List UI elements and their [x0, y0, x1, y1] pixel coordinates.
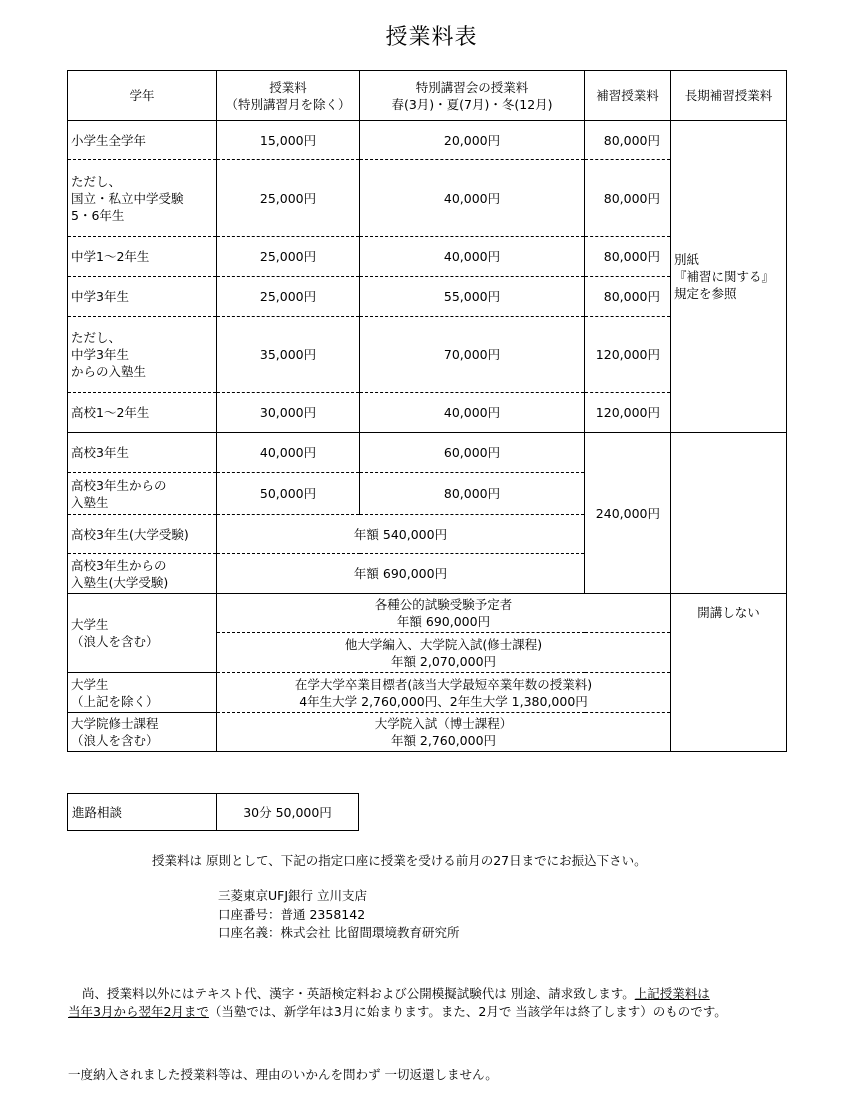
table-row	[68, 433, 787, 473]
grade-cell: 高校3年生からの 入塾生(大学受験)	[68, 554, 217, 594]
grade-cell: 高校3年生(大学受験)	[68, 515, 217, 554]
hoshu-cell: 80,000円	[585, 237, 671, 277]
header-special-course: 特別講習会の授業料 春(3月)・夏(7月)・冬(12月)	[360, 71, 585, 121]
grade-cell: 小学生全学年	[68, 121, 217, 160]
table-row	[68, 121, 787, 160]
special-cell: 40,000円	[360, 237, 585, 277]
special-cell: 70,000円	[360, 317, 585, 393]
notice-text: 尚、授業料以外にはテキスト代、漢字・英語検定料および公開模擬試験代は 別途、請求致します。上記授業料は	[82, 986, 710, 1001]
annual-fee-cell: 他大学編入、大学院入試(修士課程) 年額 2,070,000円	[217, 633, 671, 673]
not-offered-cell: 開講しない	[671, 594, 787, 752]
grade-cell: 大学生 （上記を除く）	[68, 673, 217, 713]
header-hoshu: 補習授業料	[585, 71, 671, 121]
hoshu-cell: 80,000円	[585, 121, 671, 160]
table-header-row	[68, 71, 787, 121]
special-cell: 60,000円	[360, 433, 585, 473]
special-cell: 40,000円	[360, 160, 585, 237]
header-long-term: 長期補習授業料	[671, 71, 787, 121]
long-term-note: 別紙 『補習に関する』 規定を参照	[671, 121, 787, 433]
tuition-cell: 35,000円	[217, 317, 360, 393]
page-title: 授業料表	[385, 25, 478, 50]
grade-cell: 高校3年生	[68, 433, 217, 473]
account-number: 口座番号：普通 2358142	[218, 907, 366, 922]
notice-text-continued: 当年3月から翌年2月まで（当塾では、新学年は3月に始まります。また、2月で 当該学年は終了します）のものです。	[68, 1004, 727, 1019]
annual-fee-cell: 在学大学卒業目標者(該当大学最短卒業年数の授業料) 4年生大学 2,760,000円、2年生大学 1,380,000円	[217, 673, 671, 713]
consultation-label: 進路相談	[68, 794, 217, 831]
grade-cell: 高校1～2年生	[68, 393, 217, 433]
refund-policy: 一度納入されました授業料等は、理由のいかんを問わず 一切返還しません。	[68, 1067, 498, 1082]
grade-cell: ただし、 国立・私立中学受験 5・6年生	[68, 160, 217, 237]
hoshu-high3-cell: 240,000円	[585, 433, 671, 594]
tuition-cell: 15,000円	[217, 121, 360, 160]
account-name: 口座名義：株式会社 比留間環境教育研究所	[218, 925, 460, 940]
hoshu-cell: 80,000円	[585, 277, 671, 317]
hoshu-cell: 80,000円	[585, 160, 671, 237]
bank-name: 三菱東京UFJ銀行 立川支店	[218, 888, 367, 903]
annual-fee-cell: 年額 690,000円	[217, 554, 585, 594]
hoshu-cell: 120,000円	[585, 393, 671, 433]
grade-cell: 大学院修士課程 （浪人を含む）	[68, 713, 217, 752]
special-cell: 20,000円	[360, 121, 585, 160]
grade-cell: 中学3年生	[68, 277, 217, 317]
special-cell: 40,000円	[360, 393, 585, 433]
consultation-value: 30分 50,000円	[217, 794, 359, 831]
tuition-cell: 25,000円	[217, 237, 360, 277]
long-term-empty-cell	[671, 433, 787, 594]
payment-instruction: 授業料は 原則として、下記の指定口座に授業を受ける前月の27日までにお振込下さい。	[152, 853, 647, 868]
header-grade: 学年	[68, 71, 217, 121]
tuition-cell: 30,000円	[217, 393, 360, 433]
grade-cell: 高校3年生からの 入塾生	[68, 473, 217, 515]
tuition-cell: 40,000円	[217, 433, 360, 473]
consultation-table	[67, 793, 359, 831]
tuition-cell: 25,000円	[217, 277, 360, 317]
special-cell: 55,000円	[360, 277, 585, 317]
annual-fee-cell: 大学院入試（博士課程） 年額 2,760,000円	[217, 713, 671, 752]
grade-cell: ただし、 中学3年生 からの入塾生	[68, 317, 217, 393]
annual-fee-cell: 年額 540,000円	[217, 515, 585, 554]
grade-cell: 中学1～2年生	[68, 237, 217, 277]
tuition-cell: 50,000円	[217, 473, 360, 515]
tuition-cell: 25,000円	[217, 160, 360, 237]
annual-fee-cell: 各種公的試験受験予定者 年額 690,000円	[217, 594, 671, 633]
tuition-table	[67, 70, 787, 752]
table-row	[68, 594, 787, 633]
hoshu-cell: 120,000円	[585, 317, 671, 393]
header-tuition: 授業料 （特別講習月を除く）	[217, 71, 360, 121]
special-cell: 80,000円	[360, 473, 585, 515]
grade-cell: 大学生 （浪人を含む）	[68, 594, 217, 673]
